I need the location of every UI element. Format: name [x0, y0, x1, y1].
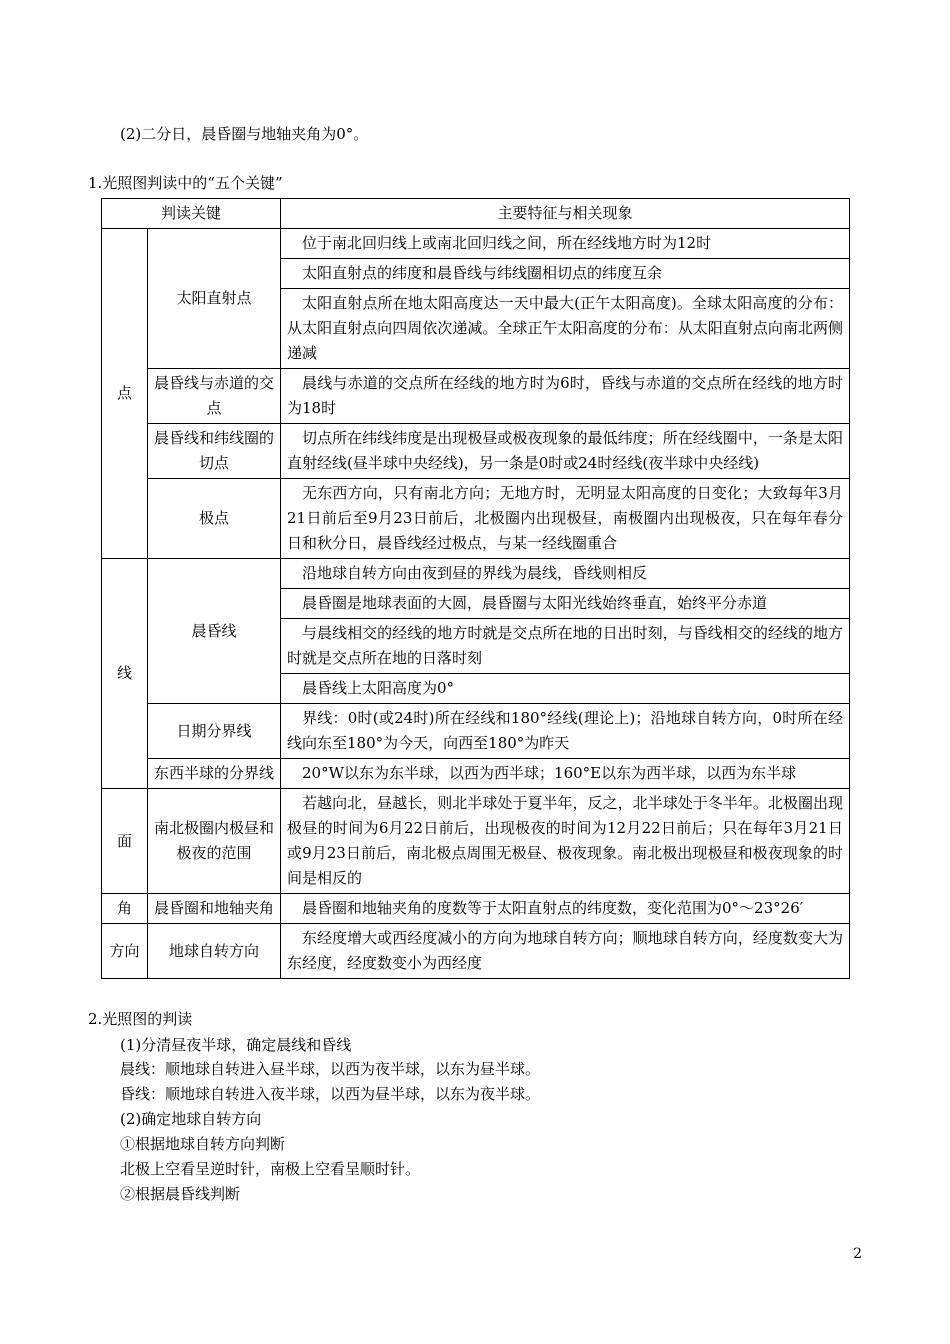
section2-title: 2.光照图的判读 [88, 1010, 193, 1028]
key-terminator-equator-intersection: 晨昏线与赤道的交点 [148, 369, 281, 424]
table-row [102, 424, 850, 479]
section2-line: (1)分清昼夜半球，确定晨线和昏线 [120, 1036, 352, 1054]
table-row [102, 924, 850, 979]
feature-cell: 东经度增大或西经度减小的方向为地球自转方向；顺地球自转方向，经度数变大为东经度，经度数变小为西经度 [281, 924, 850, 979]
table-row [102, 229, 850, 259]
five-keys-table [101, 198, 850, 979]
table-header-row [102, 199, 850, 229]
group-label-surface: 面 [102, 789, 148, 894]
feature-cell: 切点所在纬线纬度是出现极昼或极夜现象的最低纬度；所在经线圈中，一条是太阳直射经线(昼半球中央经线)，另一条是0时或24时经线(夜半球中央经线) [281, 424, 850, 479]
feature-cell: 太阳直射点的纬度和晨昏线与纬线圈相切点的纬度互余 [281, 259, 850, 289]
key-terminator-axis-angle: 晨昏圈和地轴夹角 [148, 894, 281, 924]
key-polar-day-night-range: 南北极圈内极昼和极夜的范围 [148, 789, 281, 894]
key-date-line: 日期分界线 [148, 704, 281, 759]
feature-cell: 20°W以东为东半球，以西为西半球；160°E以东为西半球，以西为东半球 [281, 759, 850, 789]
key-hemisphere-boundary: 东西半球的分界线 [148, 759, 281, 789]
group-label-angle: 角 [102, 894, 148, 924]
key-subsolar-point: 太阳直射点 [148, 229, 281, 369]
section2-line: ②根据晨昏线判断 [120, 1185, 241, 1203]
section2-line: (2)确定地球自转方向 [120, 1110, 262, 1128]
table-row [102, 479, 850, 559]
table-row [102, 789, 850, 894]
intro-line: (2)二分日，晨昏圈与地轴夹角为0°。 [120, 125, 369, 143]
group-label-line: 线 [102, 559, 148, 789]
table-row [102, 704, 850, 759]
section1-title: 1.光照图判读中的“五个关键” [88, 174, 283, 192]
header-cell-features: 主要特征与相关现象 [281, 199, 850, 229]
feature-cell: 晨线与赤道的交点所在经线的地方时为6时，昏线与赤道的交点所在经线的地方时为18时 [281, 369, 850, 424]
feature-cell: 与晨线相交的经线的地方时就是交点所在地的日出时刻，与昏线相交的经线的地方时就是交点所在地的日落时刻 [281, 619, 850, 674]
table-row [102, 894, 850, 924]
feature-cell: 晨昏线上太阳高度为0° [281, 674, 850, 704]
feature-cell: 晨昏圈是地球表面的大圆，晨昏圈与太阳光线始终垂直，始终平分赤道 [281, 589, 850, 619]
page-number: 2 [853, 1246, 862, 1262]
table-row [102, 369, 850, 424]
key-pole: 极点 [148, 479, 281, 559]
feature-cell: 无东西方向，只有南北方向；无地方时，无明显太阳高度的日变化；大致每年3月21日前后至9月23日前后，北极圈内出现极昼，南极圈内出现极夜，只在每年春分日和秋分日，晨昏线经过极点，与某一经线圈重合 [281, 479, 850, 559]
table-row [102, 759, 850, 789]
section2-line: 晨线：顺地球自转进入昼半球，以西为夜半球，以东为昼半球。 [120, 1060, 541, 1078]
key-rotation-direction: 地球自转方向 [148, 924, 281, 979]
feature-cell: 沿地球自转方向由夜到昼的界线为晨线，昏线则相反 [281, 559, 850, 589]
feature-cell: 界线：0时(或24时)所在经线和180°经线(理论上)；沿地球自转方向，0时所在经线向东至180°为今天，向西至180°为昨天 [281, 704, 850, 759]
group-label-direction: 方向 [102, 924, 148, 979]
key-terminator-tangent-point: 晨昏线和纬线圈的切点 [148, 424, 281, 479]
header-cell-key: 判读关键 [102, 199, 281, 229]
group-label-point: 点 [102, 229, 148, 559]
section2-line: ①根据地球自转方向判断 [120, 1135, 286, 1153]
section2-line: 北极上空看呈逆时针，南极上空看呈顺时针。 [120, 1160, 421, 1178]
feature-cell: 晨昏圈和地轴夹角的度数等于太阳直射点的纬度数，变化范围为0°～23°26′ [281, 894, 850, 924]
table-row [102, 559, 850, 589]
feature-cell: 若越向北，昼越长，则北半球处于夏半年，反之，北半球处于冬半年。北极圈出现极昼的时间为6月22日前后，出现极夜的时间为12月22日前后；只在每年3月21日或9月23日前后，南北极点周围无极昼、极夜现象。南北极出现极昼和极夜现象的时间是相反的 [281, 789, 850, 894]
key-terminator: 晨昏线 [148, 559, 281, 704]
feature-cell: 太阳直射点所在地太阳高度达一天中最大(正午太阳高度)。全球太阳高度的分布：从太阳直射点向四周依次递减。全球正午太阳高度的分布：从太阳直射点向南北两侧递减 [281, 289, 850, 369]
feature-cell: 位于南北回归线上或南北回归线之间，所在经线地方时为12时 [281, 229, 850, 259]
section2-line: 昏线：顺地球自转进入夜半球，以西为昼半球，以东为夜半球。 [120, 1085, 541, 1103]
